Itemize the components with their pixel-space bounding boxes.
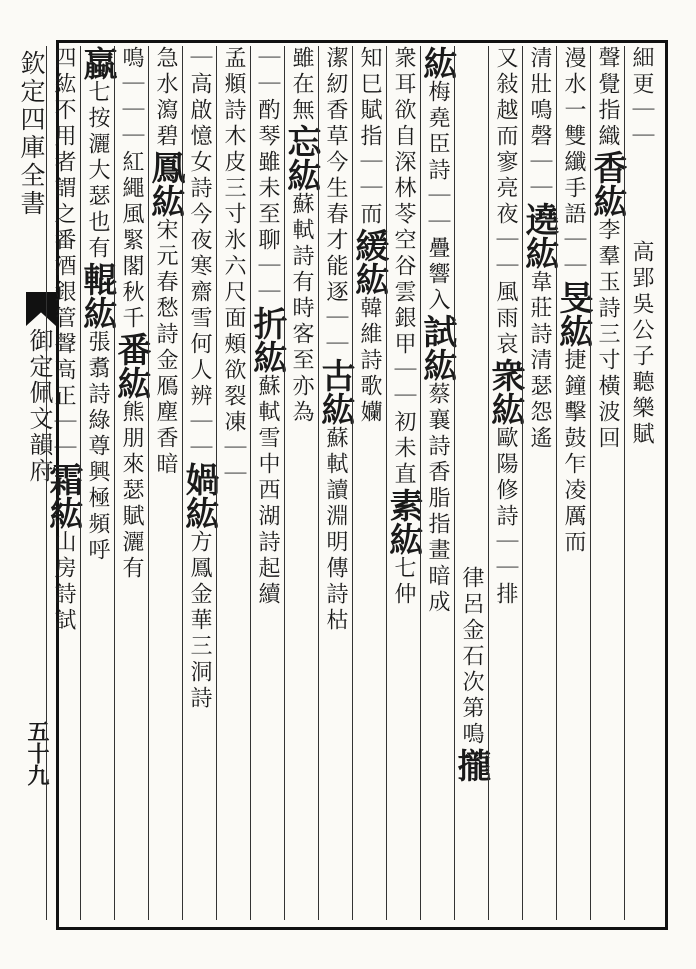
text-column [553, 46, 593, 920]
headword: 攏 [451, 748, 491, 782]
text-column [145, 46, 185, 920]
column-text: ｜紅繩風緊閣秋千 [119, 124, 144, 332]
column-text: 聲覺指織 [595, 46, 620, 150]
text-column [281, 46, 321, 920]
column-text: 酒銀管聲高正｜｜ [51, 254, 76, 462]
column-text: 高郢吳公子聽樂賦 [629, 240, 654, 448]
text-column [77, 46, 117, 920]
column-text: 夜｜｜風雨哀 [493, 202, 518, 358]
column-text: 方鳳金華三洞詩 [187, 530, 212, 712]
text-column [315, 46, 355, 920]
text-column [519, 46, 559, 920]
column-text: 蘇軾讀淵明傳詩枯 [323, 426, 348, 634]
headword: 香紘 [587, 150, 627, 218]
column-text: 山房詩試 [51, 530, 76, 634]
column-text: 七仲 [391, 556, 416, 608]
column-text: 熊朋來瑟賦灑有 [119, 400, 144, 582]
column-text: 雖在無 [289, 46, 314, 124]
column-text: 捷鐘擊鼓乍凌厲而 [561, 348, 586, 556]
margin-page-number: 五十九 [24, 720, 50, 786]
headword: 旻紘 [553, 280, 593, 348]
column-text: 李羣玉詩三寸橫波回 [595, 218, 620, 452]
text-column [247, 46, 287, 920]
column-text: 才能逐｜｜ [323, 228, 348, 358]
column-text: ｜｜ [255, 46, 280, 98]
column-text: 又敍越而寥亮 [493, 46, 518, 202]
column-text: 四紘不用者謂之番 [51, 46, 76, 254]
text-column [43, 46, 83, 920]
column-text: 蘇軾詩有時客至亦為 [289, 192, 314, 426]
headword: 素紘 [383, 488, 423, 556]
headword: 紘 [417, 46, 457, 80]
headword: 緩紘 [349, 228, 389, 296]
text-column [451, 46, 491, 920]
column-text: 宋元春愁詩金鴈塵香暗 [153, 218, 178, 478]
column-text: 梅堯臣詩｜｜疊響入 [425, 80, 450, 314]
text-column [587, 46, 627, 920]
text-column [349, 46, 389, 920]
text-column [383, 46, 423, 920]
margin-collection-title: 欽定四庫全書 [17, 50, 46, 218]
text-column [485, 46, 525, 920]
column-text: 細更｜｜ [629, 46, 654, 150]
margin-book-title: 御定佩文韻府 [25, 328, 53, 484]
column-text: 衆耳欲自深林苓空谷 [391, 46, 416, 280]
column-text: 知巳賦指｜｜而 [357, 46, 382, 228]
column-text: 歐陽修詩｜｜排 [493, 426, 518, 608]
headword: 蠃 [77, 46, 117, 80]
column-text: 孟頫詩木皮三寸氷六尺面頰欲裂凍｜｜ [221, 46, 246, 488]
headword: 遶紘 [519, 202, 559, 270]
headword: 霜紘 [43, 462, 83, 530]
text-column [216, 46, 250, 920]
text-column [111, 46, 151, 920]
headword: 衆紘 [485, 358, 525, 426]
column-text: 鳴｜｜ [119, 46, 144, 124]
column-text: 急水瀉碧 [153, 46, 178, 150]
column-text: 雲銀甲｜｜初未直 [391, 280, 416, 488]
column-text: 韋莊詩清瑟怨遙 [527, 270, 552, 452]
text-column [417, 46, 457, 920]
headword: 試紘 [417, 314, 457, 382]
headword: 媧紘 [179, 462, 219, 530]
text-column [179, 46, 219, 920]
column-text: 潔紉香草今生春 [323, 46, 348, 228]
column-text: 張翥詩綠尊興極頻呼 [85, 330, 110, 564]
column-text: 蘇軾雪中西湖詩起續 [255, 374, 280, 608]
headword: 忘紘 [281, 124, 321, 192]
text-column [624, 46, 658, 920]
column-text: 漫水一雙纖手語｜｜ [561, 46, 586, 280]
column-text: 清壯鳴磬｜｜ [527, 46, 552, 202]
column-text: 蔡襄詩香脂指畫暗成 [425, 382, 450, 616]
text-body [43, 46, 658, 920]
headword: 番紘 [111, 332, 151, 400]
headword: 輥紘 [77, 262, 117, 330]
column-text: 律呂金石次第鳴 [459, 566, 484, 748]
headword: 古紘 [315, 358, 355, 426]
column-text: ｜高啟憶女詩今夜寒齋雪何人辨｜｜ [187, 46, 212, 462]
column-text: 酌琴雖未至聊｜｜ [255, 98, 280, 306]
headword: 折紘 [247, 306, 287, 374]
column-text: 韓維詩歌孏 [357, 296, 382, 426]
column-text: 七按灑大瑟也有 [85, 80, 110, 262]
headword: 鳳紘 [145, 150, 185, 218]
